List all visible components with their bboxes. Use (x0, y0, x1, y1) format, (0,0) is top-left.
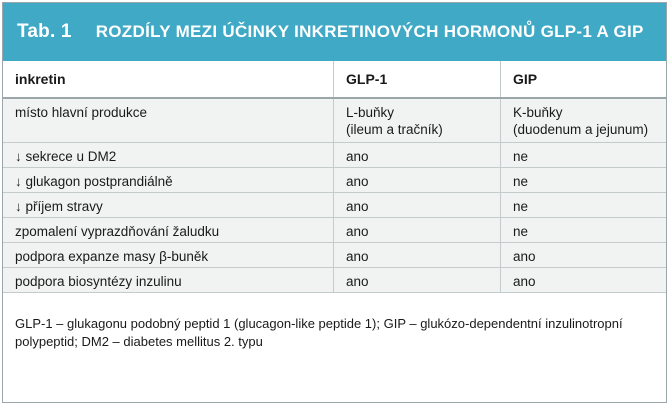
cell-glp1: ano (334, 268, 501, 292)
cell-line: K-buňky (513, 105, 563, 120)
cell-gip: ne (513, 149, 529, 164)
cell-inkretin: podpora biosyntézy inzulinu (3, 268, 334, 292)
cell-inkretin: zpomalení vyprazdňování žaludku (3, 218, 334, 242)
cell-glp1: ano (334, 168, 501, 192)
cell-glp1: ano (334, 243, 501, 267)
table-row (3, 99, 666, 143)
table-footnote: GLP-1 – glukagonu podobný peptid 1 (glucagon-like peptide 1); GIP – glukózo-dependentní inzulinotropní polypeptid; DM2 – diabetes mellitus 2. typu (3, 293, 666, 351)
cell-inkretin: místo hlavní produkce (3, 99, 334, 142)
cell-gip: ne (513, 224, 529, 239)
cell-gip: ano (513, 249, 536, 264)
table-row (3, 143, 666, 168)
cell-glp1 (334, 99, 501, 142)
cell-gip: ne (513, 199, 529, 214)
cell-inkretin: ↓ příjem stravy (3, 193, 334, 217)
header-inkretin: inkretin (3, 61, 334, 97)
table-title-bar (3, 3, 666, 61)
cell-glp1: ano (334, 193, 501, 217)
cell-gip (501, 99, 666, 143)
header-gip: GIP (513, 71, 538, 87)
cell-line: L-buňky (346, 105, 395, 120)
cell-line: (duodenum a jejunum) (513, 122, 649, 137)
table-title: ROZDÍLY MEZI ÚČINKY INKRETINOVÝCH HORMONŮ GLP-1 A GIP (95, 22, 644, 41)
table-frame (2, 2, 667, 403)
table-row (3, 168, 666, 193)
cell-inkretin: ↓ sekrece u DM2 (3, 143, 334, 167)
table-row (3, 218, 666, 243)
table-row (3, 193, 666, 218)
cell-glp1: ano (334, 218, 501, 242)
cell-glp1: ano (334, 143, 501, 167)
header-glp1: GLP-1 (334, 61, 501, 97)
table-row (3, 268, 666, 293)
cell-gip: ano (513, 274, 536, 289)
table-header-row (3, 61, 666, 99)
table-body (3, 99, 666, 293)
cell-inkretin: podpora expanze masy β-buněk (3, 243, 334, 267)
cell-gip: ne (513, 174, 529, 189)
table-row (3, 243, 666, 268)
cell-inkretin: ↓ glukagon postprandiálně (3, 168, 334, 192)
table-number: Tab. 1 (17, 21, 72, 42)
cell-line: (ileum a tračník) (346, 122, 443, 137)
